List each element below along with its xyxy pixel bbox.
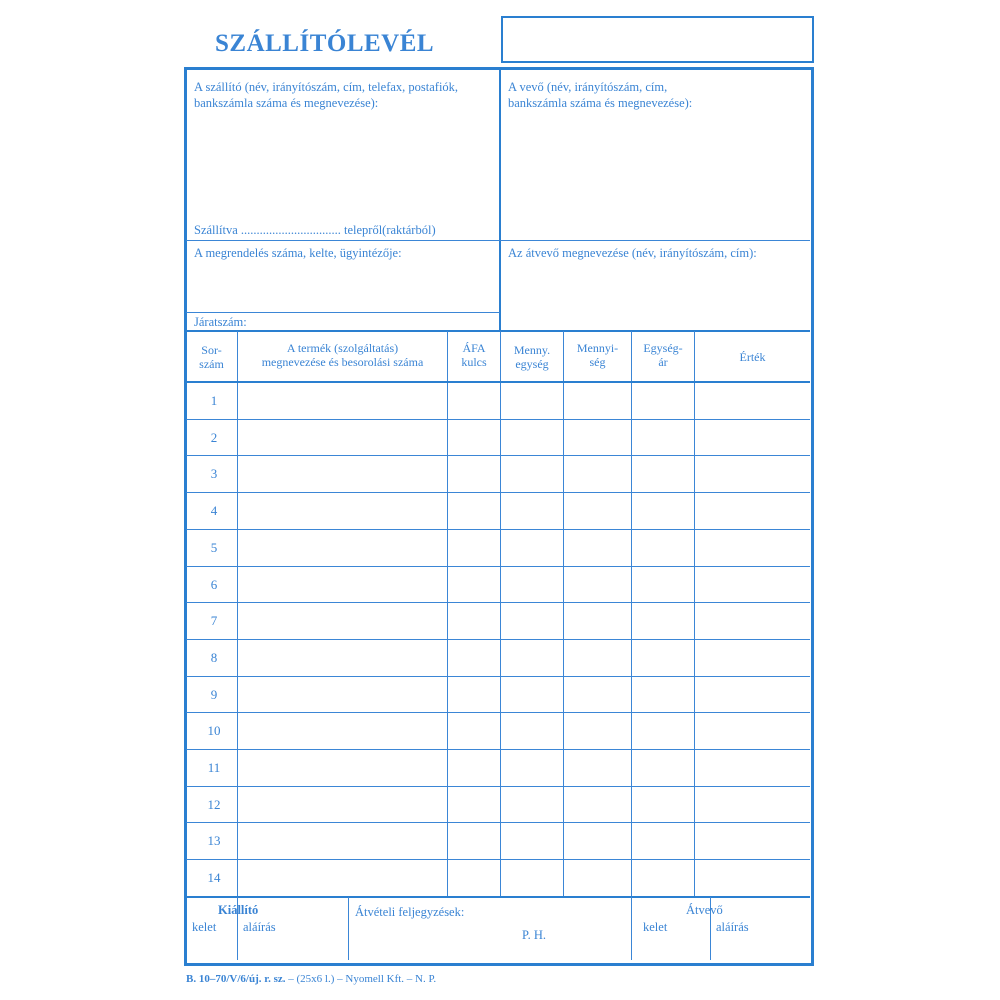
cell-afa[interactable] bbox=[449, 824, 498, 857]
cell-afa[interactable] bbox=[449, 751, 498, 784]
cell-ertek[interactable] bbox=[696, 421, 808, 454]
cell-menny-egyseg[interactable] bbox=[502, 861, 561, 894]
cell-mennyiseg[interactable] bbox=[565, 531, 629, 564]
cell-ertek[interactable] bbox=[696, 678, 808, 711]
notes-label: Átvételi feljegyzések: bbox=[355, 905, 465, 919]
cell-termek[interactable] bbox=[239, 604, 445, 637]
cell-mennyiseg[interactable] bbox=[565, 568, 629, 601]
cell-mennyiseg[interactable] bbox=[565, 788, 629, 821]
cell-mennyiseg[interactable] bbox=[565, 421, 629, 454]
row-line bbox=[186, 455, 810, 456]
table-top-line bbox=[186, 330, 810, 332]
table-bottom-line bbox=[186, 896, 810, 898]
receiver-sign-label: aláírás bbox=[716, 920, 749, 934]
issuer-date-label: kelet bbox=[192, 920, 217, 934]
cell-menny-egyseg[interactable] bbox=[502, 788, 561, 821]
col-line-5 bbox=[631, 331, 632, 896]
row-number: 6 bbox=[210, 576, 218, 592]
cell-ertek[interactable] bbox=[696, 531, 808, 564]
receiver-sign-title: Átvevő bbox=[686, 903, 723, 917]
cell-afa[interactable] bbox=[449, 494, 498, 527]
row-number: 1 bbox=[210, 393, 218, 408]
cell-ertek[interactable] bbox=[696, 384, 808, 417]
cell-afa[interactable] bbox=[449, 714, 498, 747]
cell-mennyiseg[interactable] bbox=[565, 604, 629, 637]
row-number: 3 bbox=[210, 466, 218, 482]
header-egysegar: Egység- ár bbox=[643, 341, 683, 369]
col-line-6 bbox=[694, 331, 695, 896]
cell-menny-egyseg[interactable] bbox=[502, 641, 561, 674]
cell-egysegar[interactable] bbox=[633, 751, 692, 784]
supplier-shipped-from: Szállítva ................................ telepről(raktárból) bbox=[194, 223, 436, 237]
cell-afa[interactable] bbox=[449, 604, 498, 637]
stamp-label: P. H. bbox=[522, 928, 546, 942]
cell-ertek[interactable] bbox=[696, 494, 808, 527]
issuer-date-field[interactable] bbox=[188, 936, 236, 958]
issuer-sign-label: aláírás bbox=[243, 920, 276, 934]
cell-mennyiseg[interactable] bbox=[565, 714, 629, 747]
cell-menny-egyseg[interactable] bbox=[502, 751, 561, 784]
cell-menny-egyseg[interactable] bbox=[502, 678, 561, 711]
row-line bbox=[186, 749, 810, 750]
cell-termek[interactable] bbox=[239, 788, 445, 821]
cell-termek[interactable] bbox=[239, 531, 445, 564]
order-label: A megrendelés száma, kelte, ügyintézője: bbox=[194, 246, 402, 260]
cell-mennyiseg[interactable] bbox=[565, 861, 629, 894]
issuer-sign-field[interactable] bbox=[239, 936, 347, 958]
document-number-box[interactable] bbox=[501, 16, 814, 63]
supplier-label-1: A szállító (név, irányítószám, cím, telefax, postafiók, bbox=[194, 80, 459, 94]
row-line bbox=[186, 859, 810, 860]
row-line bbox=[186, 492, 810, 493]
cell-menny-egyseg[interactable] bbox=[502, 457, 561, 490]
row-number: 11 bbox=[207, 760, 221, 775]
bottom-line-c bbox=[631, 897, 632, 960]
cell-termek[interactable] bbox=[239, 568, 445, 601]
row-line bbox=[186, 639, 810, 640]
row-line bbox=[186, 602, 810, 603]
cell-termek[interactable] bbox=[239, 678, 445, 711]
order-bottom-line bbox=[186, 312, 500, 313]
cell-afa[interactable] bbox=[449, 384, 498, 417]
footer-rest: – (25x6 l.) – Nyomell Kft. – N. P. bbox=[285, 973, 437, 985]
cell-mennyiseg[interactable] bbox=[565, 678, 629, 711]
col-line-3 bbox=[500, 331, 501, 896]
cell-afa[interactable] bbox=[449, 421, 498, 454]
cell-mennyiseg[interactable] bbox=[565, 457, 629, 490]
cell-afa[interactable] bbox=[449, 861, 498, 894]
cell-egysegar[interactable] bbox=[633, 641, 692, 674]
cell-afa[interactable] bbox=[449, 568, 498, 601]
cell-egysegar[interactable] bbox=[633, 788, 692, 821]
cell-afa[interactable] bbox=[449, 641, 498, 674]
header-afa: ÁFA kulcs bbox=[461, 341, 487, 369]
cell-termek[interactable] bbox=[239, 861, 445, 894]
cell-menny-egyseg[interactable] bbox=[502, 494, 561, 527]
cell-afa[interactable] bbox=[449, 457, 498, 490]
col-line-2 bbox=[447, 331, 448, 896]
receiver-field[interactable] bbox=[503, 262, 807, 328]
cell-afa[interactable] bbox=[449, 678, 498, 711]
cell-egysegar[interactable] bbox=[633, 678, 692, 711]
cell-termek[interactable] bbox=[239, 421, 445, 454]
receiver-sign-field[interactable] bbox=[712, 936, 808, 958]
cell-termek[interactable] bbox=[239, 824, 445, 857]
row-number: 7 bbox=[210, 613, 218, 629]
row-number: 10 bbox=[207, 723, 221, 739]
cell-egysegar[interactable] bbox=[633, 531, 692, 564]
cell-ertek[interactable] bbox=[696, 861, 808, 894]
cell-menny-egyseg[interactable] bbox=[502, 568, 561, 601]
cell-ertek[interactable] bbox=[696, 641, 808, 674]
cell-egysegar[interactable] bbox=[633, 604, 692, 637]
cell-ertek[interactable] bbox=[696, 824, 808, 857]
cell-egysegar[interactable] bbox=[633, 714, 692, 747]
cell-menny-egyseg[interactable] bbox=[502, 421, 561, 454]
row-line bbox=[186, 712, 810, 713]
supplier-field[interactable] bbox=[188, 115, 496, 220]
row-number: 5 bbox=[210, 539, 218, 555]
cell-mennyiseg[interactable] bbox=[565, 641, 629, 674]
route-label: Járatszám: bbox=[194, 315, 247, 329]
order-field[interactable] bbox=[188, 262, 496, 310]
header-mennyiseg: Mennyi- ség bbox=[576, 341, 619, 369]
receiver-date-label: kelet bbox=[643, 920, 668, 934]
row-number: 14 bbox=[207, 870, 221, 886]
cell-egysegar[interactable] bbox=[633, 384, 692, 417]
issuer-label: Kiállító bbox=[218, 903, 259, 917]
cell-termek[interactable] bbox=[239, 457, 445, 490]
row-number: 9 bbox=[210, 686, 218, 702]
cell-menny-egyseg[interactable] bbox=[502, 384, 561, 417]
cell-ertek[interactable] bbox=[696, 751, 808, 784]
receiver-label: Az átvevő megnevezése (név, irányítószám, cím): bbox=[508, 246, 757, 260]
notes-field[interactable] bbox=[350, 922, 630, 958]
cell-mennyiseg[interactable] bbox=[565, 751, 629, 784]
cell-egysegar[interactable] bbox=[633, 457, 692, 490]
header-menny-egyseg: Menny. egység bbox=[513, 343, 551, 371]
bottom-line-b bbox=[348, 897, 349, 960]
cell-afa[interactable] bbox=[449, 788, 498, 821]
cell-ertek[interactable] bbox=[696, 714, 808, 747]
cell-egysegar[interactable] bbox=[633, 861, 692, 894]
row-number: 4 bbox=[210, 503, 218, 519]
cell-egysegar[interactable] bbox=[633, 824, 692, 857]
footer-code: B. 10–70/V/6/új. r. sz. bbox=[186, 973, 286, 985]
cell-egysegar[interactable] bbox=[633, 494, 692, 527]
receiver-date-field[interactable] bbox=[633, 936, 709, 958]
row-number: 12 bbox=[207, 796, 221, 812]
cell-ertek[interactable] bbox=[696, 604, 808, 637]
cell-afa[interactable] bbox=[449, 531, 498, 564]
header-ertek: Érték bbox=[739, 350, 766, 364]
cell-ertek[interactable] bbox=[696, 788, 808, 821]
buyer-label-2: bankszámla száma és megnevezése): bbox=[508, 96, 693, 110]
cell-mennyiseg[interactable] bbox=[565, 494, 629, 527]
cell-menny-egyseg[interactable] bbox=[502, 604, 561, 637]
cell-menny-egyseg[interactable] bbox=[502, 714, 561, 747]
cell-termek[interactable] bbox=[239, 714, 445, 747]
cell-mennyiseg[interactable] bbox=[565, 824, 629, 857]
form-footer bbox=[186, 973, 436, 985]
buyer-label-1: A vevő (név, irányítószám, cím, bbox=[508, 80, 668, 94]
header-bottom-line bbox=[186, 381, 810, 383]
supplier-bottom-line bbox=[186, 240, 810, 241]
cell-termek[interactable] bbox=[239, 494, 445, 527]
cell-menny-egyseg[interactable] bbox=[502, 824, 561, 857]
cell-termek[interactable] bbox=[239, 384, 445, 417]
buyer-field[interactable] bbox=[503, 115, 807, 235]
row-line bbox=[186, 822, 810, 823]
row-number: 8 bbox=[210, 649, 218, 665]
cell-termek[interactable] bbox=[239, 751, 445, 784]
row-number: 13 bbox=[207, 833, 221, 849]
upper-divider bbox=[499, 70, 501, 332]
cell-mennyiseg[interactable] bbox=[565, 384, 629, 417]
col-line-4 bbox=[563, 331, 564, 896]
form-title: SZÁLLÍTÓLEVÉL bbox=[215, 30, 435, 57]
cell-menny-egyseg[interactable] bbox=[502, 531, 561, 564]
header-sorszam: Sor- szám bbox=[199, 343, 224, 371]
cell-egysegar[interactable] bbox=[633, 568, 692, 601]
cell-ertek[interactable] bbox=[696, 457, 808, 490]
cell-ertek[interactable] bbox=[696, 568, 808, 601]
row-number: 2 bbox=[210, 429, 218, 445]
cell-egysegar[interactable] bbox=[633, 421, 692, 454]
cell-termek[interactable] bbox=[239, 641, 445, 674]
supplier-label-2: bankszámla száma és megnevezése): bbox=[194, 96, 379, 110]
header-termek: A termék (szolgáltatás) megnevezése és besorolási száma bbox=[261, 341, 424, 369]
